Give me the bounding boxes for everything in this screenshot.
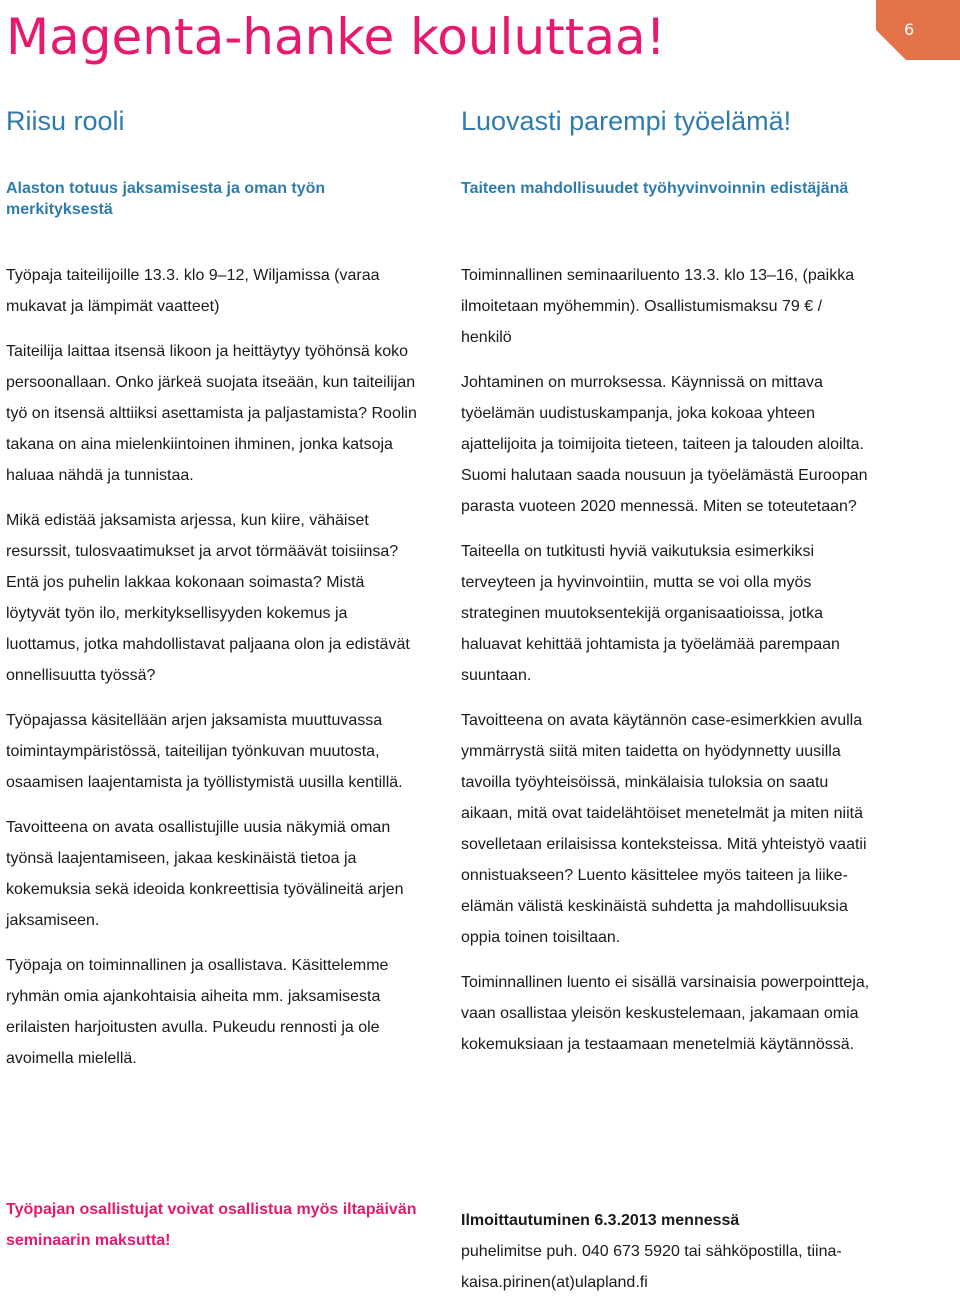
right-paragraph: Toiminnallinen seminaariluento 13.3. klo 13–16, (paikka ilmoitetaan myöhemmin). Osallistumismaksu 79 € / henkilö <box>461 267 855 346</box>
left-paragraph: Työpajassa käsitellään arjen jaksamista muuttuvassa toimintaympäristössä, taiteilijan työnkuvan muutosta, osaamisen laajentamista ja työllistymistä uusilla kentillä. <box>6 712 403 791</box>
right-paragraph: Toiminnallinen luento ei sisällä varsinaisia powerpointteja, vaan osallistaa yleisön keskustelemaan, jakamaan omia kokemuksiaan ja testaamaan menetelmiä käytännössä. <box>461 974 870 1053</box>
registration-info <box>461 1205 881 1298</box>
right-paragraph: Taiteella on tutkitusti hyviä vaikutuksia esimerkiksi terveyteen ja hyvinvointiin, mutta se voi olla myös strateginen muutoksentekijä organisaatioissa, jotka haluavat kehittää johtamista ja työelämää parempaan suuntaan. <box>461 543 840 684</box>
left-paragraph: Työpaja taiteilijoille 13.3. klo 9–12, Wiljamissa (varaa mukavat ja lämpimät vaatteet) <box>6 267 380 315</box>
left-body <box>6 260 421 1088</box>
registration-title: Ilmoittautuminen 6.3.2013 mennessä <box>461 1212 740 1229</box>
right-subheading: Taiteen mahdollisuudet työhyvinvoinnin edistäjänä <box>461 180 849 197</box>
page-number: 6 <box>904 20 915 39</box>
right-column <box>461 100 871 1053</box>
registration-contact: puhelimitse puh. 040 673 5920 tai sähköpostilla, tiina-kaisa.pirinen(at)ulapland.fi <box>461 1243 842 1291</box>
badge-shape <box>876 0 960 60</box>
right-body <box>461 260 871 1074</box>
left-paragraph: Taiteilija laittaa itsensä likoon ja heittäytyy työhönsä koko persoonallaan. Onko järkeä suojata itseään, kun taiteilijan työ on itsensä alttiiksi asettamista ja paljastamista? Roolin takana on aina mielenkiintoinen ihminen, jonka katsoja haluaa nähdä ja tunnistaa. <box>6 343 417 484</box>
right-heading: Luovasti parempi työelämä! <box>461 106 792 136</box>
right-paragraph: Tavoitteena on avata käytännön case-esimerkkien avulla ymmärrystä siitä miten taidetta on hyödynnetty uusilla tavoilla työyhteisöissä, minkälaisia tuloksia on saatu aikaan, mitä ovat taidelähtöiset menetelmät ja miten niitä sovelletaan erilaisissa konteksteissa. Mitä yhteistyö vaatii onnistuakseen? Luento käsittelee myös taiteen ja liike-elämän välistä keskinäistä suhdetta ja mahdollisuuksia oppia toinen toisiltaan. <box>461 712 867 946</box>
left-paragraph: Mikä edistää jaksamista arjessa, kun kiire, vähäiset resurssit, tulosvaatimukset ja arvot törmäävät toisiinsa? Entä jos puhelin lakkaa kokonaan soimasta? Mistä löytyvät työn ilo, merkityksellisyyden kokemus ja luottamus, jotka mahdollistavat paljaana olon ja edistävät onnellisuutta työssä? <box>6 512 410 684</box>
page-title: Magenta-hanke kouluttaa! <box>6 8 666 66</box>
page-number-badge <box>876 0 960 60</box>
left-heading: Riisu rooli <box>6 106 125 136</box>
left-column <box>6 100 421 1067</box>
right-paragraph: Johtaminen on murroksessa. Käynnissä on mittava työelämän uudistuskampanja, joka kokoaa yhteen ajattelijoita ja toimijoita tieteen, taiteen ja talouden aloilta. Suomi halutaan saada nousuun ja työelämästä Euroopan parasta vuoteen 2020 mennessä. Miten se toteutetaan? <box>461 374 868 515</box>
left-paragraph: Tavoitteena on avata osallistujille uusia näkymiä oman työnsä laajentamiseen, jakaa keskinäistä tietoa ja kokemuksia sekä ideoida konkreettisia työvälineitä arjen jaksamiseen. <box>6 819 404 929</box>
left-subheading: Alaston totuus jaksamisesta ja oman työn merkityksestä <box>6 180 326 218</box>
left-paragraph: Työpaja on toiminnallinen ja osallistava. Käsittelemme ryhmän omia ajankohtaisia aiheita mm. jaksamisesta erilaisten harjoitusten avulla. Pukeudu rennosti ja ole avoimella mielellä. <box>6 957 389 1067</box>
free-participation-note: Työpajan osallistujat voivat osallistua myös iltapäivän seminaarin maksutta! <box>6 1201 417 1249</box>
